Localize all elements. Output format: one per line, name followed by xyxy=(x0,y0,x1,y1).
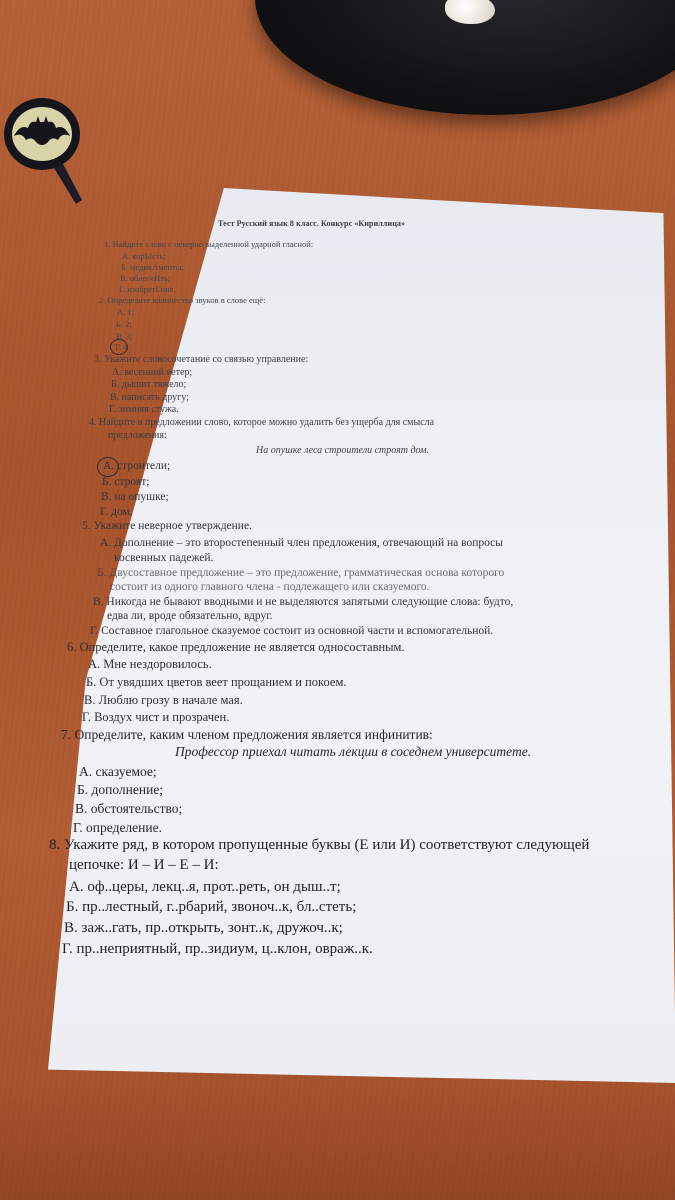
question-5-option-b-line1: Б. Двусоставное предложение – это предложение, грамматическая основа которого xyxy=(97,567,505,579)
question-4-stem-line2: предложения: xyxy=(108,430,167,441)
question-5-option-c-line1: В. Никогда не бывают вводными и не выделяются запятыми следующие слова: будто, xyxy=(93,596,514,608)
question-4-option-c: В. на опушке; xyxy=(101,491,169,503)
table-bottom-shading xyxy=(0,1090,675,1200)
document-title: Тест Русский язык 8 класс. Конкурс «Кириллица» xyxy=(218,219,406,228)
question-5-option-b-line2: состоит из одного главного члена - подлежащего или сказуемого. xyxy=(110,581,430,593)
question-1-option-a: А. корЫсть; xyxy=(122,251,166,261)
question-6-option-a: А. Мне нездоровилось. xyxy=(88,657,212,671)
question-8-option-d: Г. пр..неприятный, пр..зидиум, ц..клон, оврaж..к. xyxy=(62,941,373,957)
question-8-option-c: В. заж..гать, пр..открыть, зонт..к, дружоч..к; xyxy=(64,920,343,936)
question-3-option-d: Г. зимняя стужа. xyxy=(109,404,179,415)
question-6-option-d: Г. Воздух чист и прозрачен. xyxy=(82,710,230,724)
answer-circle-q4 xyxy=(97,457,119,477)
question-7-option-c: В. обстоятельство; xyxy=(75,801,183,816)
question-7-option-d: Г. определение. xyxy=(73,820,162,835)
question-3-option-a: А. весенний ветер; xyxy=(112,367,193,378)
question-2-option-d: Г. 4 xyxy=(115,342,128,352)
question-6-option-c: В. Люблю грозу в начале мая. xyxy=(84,693,243,707)
question-6-option-b: Б. От увядших цветов веет прощанием и покоем. xyxy=(86,675,347,689)
question-4-option-a: А. строители; xyxy=(103,460,171,472)
question-8-stem-line2: цепочке: И – И – Е – И: xyxy=(69,857,219,873)
question-1-option-b: Б. медикАменты; xyxy=(121,262,184,272)
question-2-option-b: Б. 2; xyxy=(116,319,132,329)
question-2-option-a: А. 1; xyxy=(117,307,134,317)
question-5-option-d: Г. Составное глагольное сказуемое состоит из основной части и вспомогательной. xyxy=(90,625,494,637)
question-5-stem: 5. Укажите неверное утверждение. xyxy=(82,520,252,532)
question-2-option-c: В. 3; xyxy=(116,331,133,341)
question-1-stem: 1. Найдите слово с неверно выделенной ударной гласной: xyxy=(104,239,314,249)
question-5-option-a-line1: А. Дополнение – это второстепенный член предложения, отвечающий на вопросы xyxy=(100,537,503,549)
question-7-stem: 7. Определите, каким членом предложения является инфинитив: xyxy=(61,727,433,742)
question-6-stem: 6. Определите, какое предложение не является односоставным. xyxy=(67,640,405,654)
question-8-stem-line1: 8. Укажите ряд, в котором пропущенные буквы (Е или И) соответствуют следующей xyxy=(49,837,590,853)
question-1-option-d: Г. изобретЕние. xyxy=(119,284,176,294)
question-3-option-c: В. написать другу; xyxy=(110,392,189,403)
question-5-option-a-line2: косвенных падежей. xyxy=(114,552,214,564)
question-4-option-d: Г. дом. xyxy=(100,506,133,518)
question-2-stem: 2. Определите количество звуков в слове ещё: xyxy=(99,295,266,305)
question-8-option-b: Б. пр..лестный, г..рбарий, звоноч..к, бл..стеть; xyxy=(66,899,357,915)
question-4-option-b: Б. строят; xyxy=(102,476,150,488)
question-1-option-c: В. облегчИть; xyxy=(120,273,171,283)
question-3-stem: 3. Укажите словосочетание со связью управление: xyxy=(94,354,309,365)
question-4-example-sentence: На опушке леса строители строят дом. xyxy=(256,445,430,456)
question-3-option-b: Б. дышит тяжело; xyxy=(111,379,187,390)
question-5-option-c-line2: едва ли, вроде обязательно, вдруг. xyxy=(107,610,273,622)
question-7-option-a: А. сказуемое; xyxy=(79,764,157,779)
question-4-stem-line1: 4. Найдите в предложении слово, которое можно удалить без ущерба для смысла xyxy=(89,417,435,428)
question-7-option-b: Б. дополнение; xyxy=(77,782,164,797)
question-8-option-a: А. оф..церы, лекц..я, прот..реть, он дыш..т; xyxy=(69,879,341,895)
answer-circle-q2 xyxy=(110,339,128,355)
question-7-example-sentence: Профессор приехал читать лекции в соседнем университете. xyxy=(175,744,532,759)
